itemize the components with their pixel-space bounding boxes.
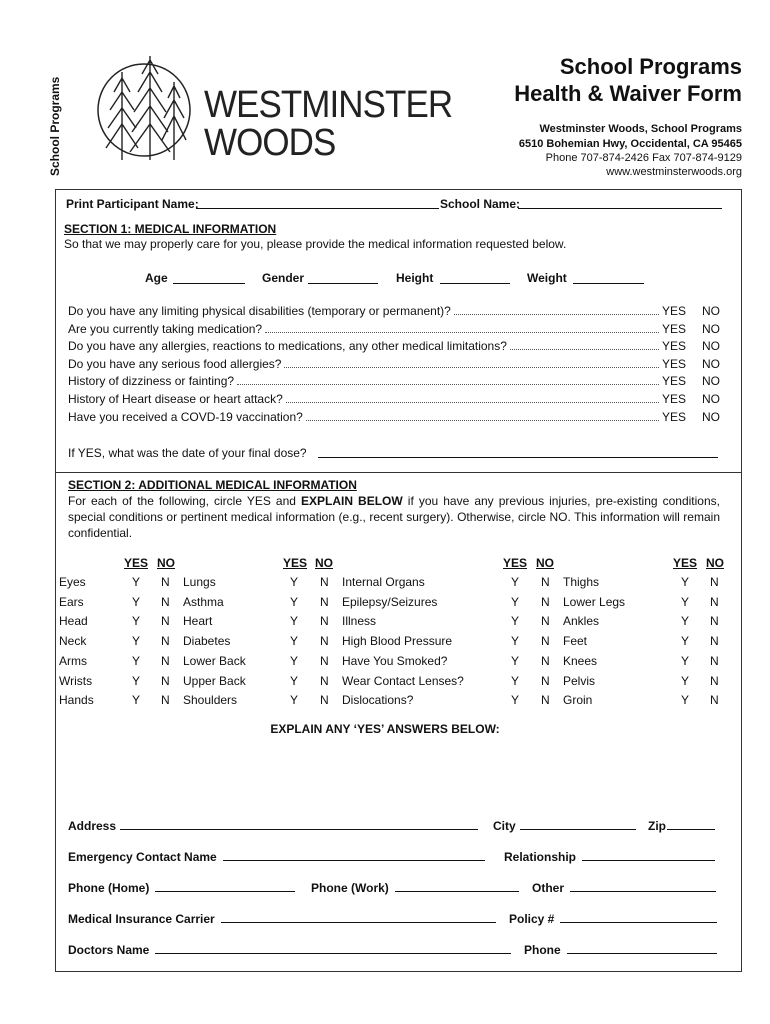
- yes-option[interactable]: Y: [290, 634, 299, 649]
- question-row: Do you have any limiting physical disabilities (temporary or permanent)? YES NO: [68, 304, 720, 318]
- no-option[interactable]: N: [161, 575, 170, 589]
- condition-label: Knees: [563, 653, 598, 668]
- yes-option[interactable]: Y: [681, 673, 690, 688]
- yes-option[interactable]: Y: [511, 693, 520, 708]
- condition-label: Internal Organs: [342, 575, 425, 589]
- no-header: NO: [536, 556, 554, 570]
- no-option[interactable]: N: [320, 614, 329, 629]
- no-option[interactable]: N: [161, 614, 170, 629]
- yes-option[interactable]: Y: [290, 653, 299, 668]
- no-option[interactable]: N: [541, 673, 550, 688]
- no-option[interactable]: N: [320, 693, 329, 708]
- condition-label: Groin: [563, 693, 593, 708]
- policy-field[interactable]: Policy #: [509, 911, 717, 926]
- condition-label: Wrists: [59, 673, 93, 688]
- condition-label: Head: [59, 614, 88, 629]
- yes-option[interactable]: Y: [681, 634, 690, 649]
- gender-label: Gender: [262, 271, 305, 285]
- condition-label: Asthma: [183, 594, 224, 609]
- height-input[interactable]: [440, 283, 510, 284]
- yes-option[interactable]: Y: [290, 673, 299, 688]
- no-option[interactable]: N: [161, 653, 170, 668]
- no-header: NO: [315, 556, 333, 570]
- no-option[interactable]: N: [710, 653, 719, 668]
- no-option[interactable]: N: [161, 693, 170, 708]
- question-row: History of dizziness or fainting? YES NO: [68, 374, 720, 389]
- no-option[interactable]: N: [541, 653, 550, 668]
- doctor-name-field[interactable]: Doctors Name: [68, 942, 511, 957]
- condition-label: Shoulders: [183, 693, 238, 708]
- condition-label: Thighs: [563, 575, 600, 589]
- question-row: Are you currently taking medication? YES NO: [68, 321, 720, 336]
- condition-label: Wear Contact Lenses?: [342, 673, 464, 688]
- question-row: Do you have any allergies, reactions to medications, any other medical limitations? YES NO: [68, 339, 720, 354]
- condition-label: Illness: [342, 614, 377, 629]
- phone-home-field[interactable]: Phone (Home): [68, 880, 295, 895]
- yes-option[interactable]: Y: [511, 673, 520, 688]
- org-website: www.westminsterwoods.org: [606, 166, 742, 178]
- side-label: School Programs: [48, 76, 62, 176]
- no-option[interactable]: N: [320, 634, 329, 649]
- yes-header: YES: [673, 556, 698, 570]
- condition-label: Lungs: [183, 575, 216, 589]
- yes-option[interactable]: Y: [511, 575, 520, 589]
- tree-logo-icon: [92, 52, 202, 172]
- yes-option[interactable]: Y: [511, 614, 520, 629]
- participant-name-label: Print Participant Name:: [66, 197, 199, 211]
- no-option[interactable]: N: [541, 575, 550, 589]
- title-line2: Health & Waiver Form: [514, 81, 742, 106]
- condition-label: Arms: [59, 653, 87, 668]
- section1-title: SECTION 1: MEDICAL INFORMATION: [64, 222, 277, 236]
- org-phone: Phone 707-874-2426 Fax 707-874-9129: [545, 152, 742, 164]
- age-input[interactable]: [173, 283, 245, 284]
- yes-option[interactable]: Y: [681, 614, 690, 629]
- condition-label: Dislocations?: [342, 693, 414, 708]
- age-label: Age: [145, 271, 168, 285]
- city-field[interactable]: City: [493, 818, 636, 833]
- no-option[interactable]: N: [710, 614, 719, 629]
- relationship-field[interactable]: Relationship: [504, 849, 715, 864]
- condition-label: Heart: [183, 614, 213, 629]
- weight-label: Weight: [527, 271, 567, 285]
- no-option[interactable]: N: [161, 594, 170, 609]
- title-line1: School Programs: [559, 54, 742, 79]
- yes-option[interactable]: Y: [132, 634, 141, 649]
- gender-input[interactable]: [308, 283, 378, 284]
- condition-label: Upper Back: [183, 673, 246, 688]
- section2-intro: For each of the following, circle YES and EXPLAIN BELOW if you have any previous injuries, pre-existing conditions, special conditions or pertinent medical information (e.g., recent surgery). Otherwise, circle NO. This information will remain confidential.: [68, 494, 720, 540]
- zip-field[interactable]: Zip: [648, 818, 715, 833]
- dose-question: If YES, what was the date of your final dose?: [68, 446, 307, 460]
- logo-line1: WESTMINSTER: [204, 84, 453, 126]
- no-option[interactable]: N: [541, 634, 550, 649]
- no-option[interactable]: N: [161, 673, 170, 688]
- question-row: Do you have any serious food allergies? YES NO: [68, 356, 720, 371]
- yes-option[interactable]: Y: [511, 653, 520, 668]
- org-name: Westminster Woods, School Programs: [539, 123, 742, 135]
- section1-intro: So that we may properly care for you, please provide the medical information requested below.: [64, 237, 567, 251]
- yes-option[interactable]: Y: [132, 575, 141, 589]
- logo-line2: WOODS: [204, 122, 336, 164]
- logo: [92, 52, 453, 172]
- participant-name-input[interactable]: [196, 208, 439, 209]
- yes-option[interactable]: Y: [132, 614, 141, 629]
- no-option[interactable]: N: [161, 634, 170, 649]
- no-option[interactable]: N: [541, 594, 550, 609]
- condition-label: Diabetes: [183, 634, 231, 649]
- yes-option[interactable]: Y: [290, 693, 299, 708]
- condition-label: Lower Back: [183, 653, 246, 668]
- condition-label: Hands: [59, 693, 94, 708]
- school-name-label: School Name:: [440, 197, 521, 211]
- yes-option[interactable]: Y: [290, 575, 299, 589]
- no-option[interactable]: N: [710, 693, 719, 708]
- height-label: Height: [396, 271, 434, 285]
- yes-option[interactable]: Y: [681, 594, 690, 609]
- no-option[interactable]: N: [710, 594, 719, 609]
- yes-header: YES: [124, 556, 149, 570]
- explain-heading: EXPLAIN ANY ‘YES’ ANSWERS BELOW:: [270, 722, 500, 736]
- no-option[interactable]: N: [320, 653, 329, 668]
- yes-option[interactable]: Y: [290, 594, 299, 609]
- yes-header: YES: [503, 556, 528, 570]
- yes-option[interactable]: Y: [681, 575, 690, 589]
- question-row: History of Heart disease or heart attack? YES NO: [68, 391, 720, 406]
- no-header: NO: [706, 556, 724, 570]
- section2-title: SECTION 2: ADDITIONAL MEDICAL INFORMATION: [68, 478, 357, 492]
- yes-header: YES: [283, 556, 308, 570]
- condition-label: Epilepsy/Seizures: [342, 594, 438, 609]
- no-option[interactable]: N: [710, 673, 719, 688]
- school-name-input[interactable]: [518, 208, 722, 209]
- yes-option[interactable]: Y: [511, 634, 520, 649]
- question-list: [68, 304, 720, 427]
- doctor-phone-field[interactable]: Phone: [524, 942, 717, 957]
- question-row: Have you received a COVD-19 vaccination? YES NO: [68, 409, 720, 424]
- org-address: 6510 Bohemian Hwy, Occidental, CA 95465: [518, 138, 742, 150]
- no-option[interactable]: N: [320, 673, 329, 688]
- condition-label: Have You Smoked?: [342, 653, 448, 668]
- yes-option[interactable]: Y: [132, 653, 141, 668]
- yes-option[interactable]: Y: [132, 693, 141, 708]
- address-field[interactable]: Address: [68, 818, 478, 833]
- condition-label: Pelvis: [563, 673, 596, 688]
- condition-label: Ears: [59, 594, 84, 609]
- condition-label: Feet: [563, 634, 588, 649]
- insurance-carrier-field[interactable]: Medical Insurance Carrier: [68, 911, 496, 926]
- yes-option[interactable]: Y: [511, 594, 520, 609]
- explain-area[interactable]: [68, 742, 720, 808]
- no-option[interactable]: N: [710, 575, 719, 589]
- no-option[interactable]: N: [710, 634, 719, 649]
- condition-label: Lower Legs: [563, 594, 626, 609]
- no-option[interactable]: N: [541, 693, 550, 708]
- yes-option[interactable]: Y: [132, 673, 141, 688]
- condition-label: High Blood Pressure: [342, 634, 453, 649]
- yes-option[interactable]: Y: [681, 653, 690, 668]
- weight-input[interactable]: [573, 283, 644, 284]
- no-option[interactable]: N: [320, 594, 329, 609]
- phone-work-field[interactable]: Phone (Work): [311, 880, 519, 895]
- condition-label: Ankles: [563, 614, 600, 629]
- no-header: NO: [157, 556, 175, 570]
- yes-option[interactable]: Y: [290, 614, 299, 629]
- yes-option[interactable]: Y: [681, 693, 690, 708]
- condition-label: Neck: [59, 634, 87, 649]
- dose-date-input[interactable]: [318, 457, 718, 458]
- condition-label: Eyes: [59, 575, 86, 589]
- no-option[interactable]: N: [541, 614, 550, 629]
- yes-option[interactable]: Y: [132, 594, 141, 609]
- no-option[interactable]: N: [320, 575, 329, 589]
- emergency-contact-field[interactable]: Emergency Contact Name: [68, 849, 485, 864]
- other-field[interactable]: Other: [532, 880, 716, 895]
